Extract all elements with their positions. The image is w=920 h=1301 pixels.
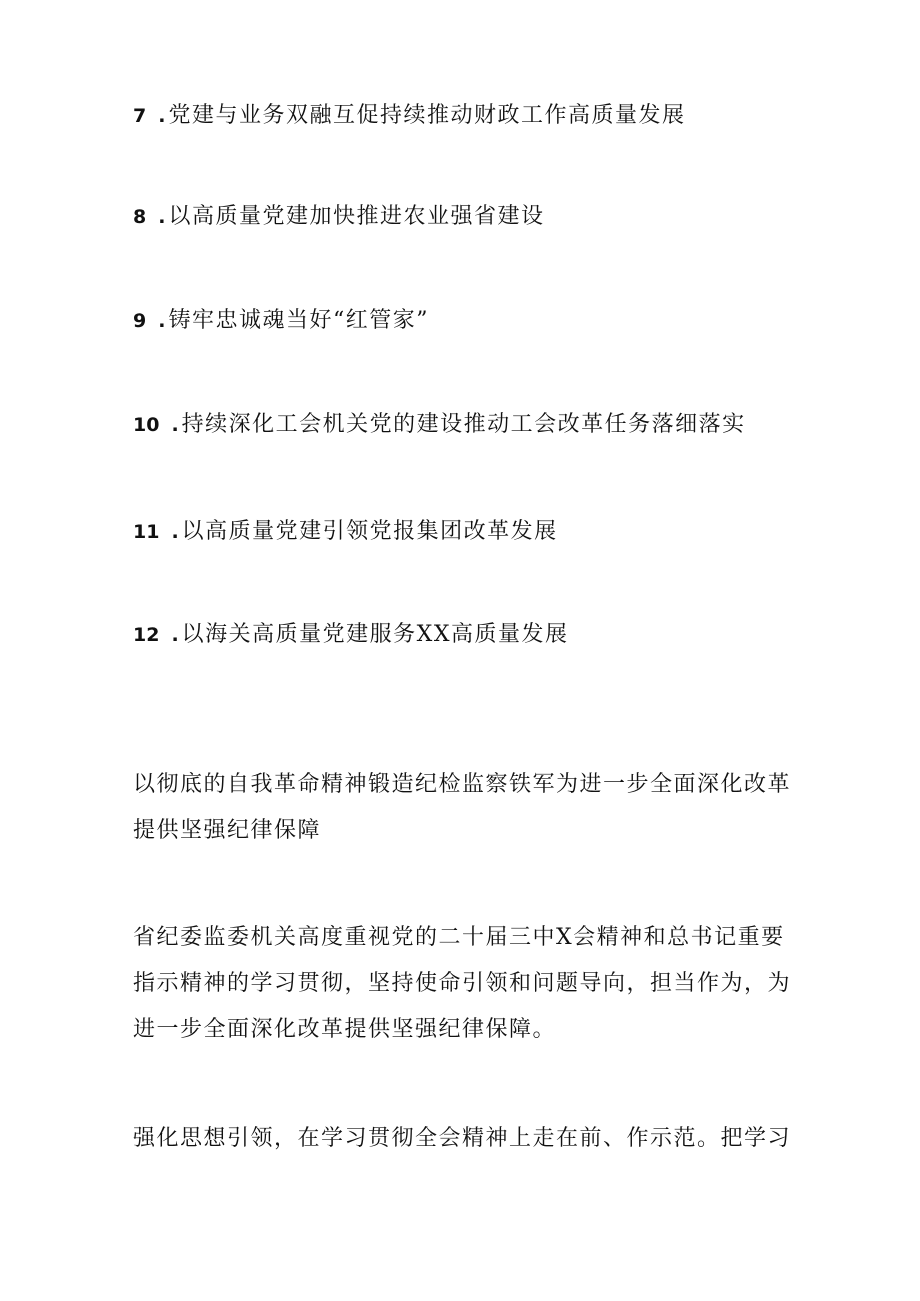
article-paragraph: 省纪委监委机关高度重视党的二十届三中X会精神和总书记重要指示精神的学习贯彻，坚持使命引领和问题导向，担当作为，为进一步全面深化改革提供坚强纪律保障。 xyxy=(133,925,792,1042)
toc-text: 持续深化工会机关党的建设推动工会改革任务落细落实 xyxy=(181,412,746,437)
toc-number: 7 xyxy=(133,105,147,127)
toc-number: 11 xyxy=(133,521,160,543)
toc-item-8 xyxy=(133,202,544,232)
toc-item-7 xyxy=(133,101,685,131)
toc-text: 以高质量党建加快推进农业强省建设 xyxy=(168,204,545,229)
toc-number: 10 xyxy=(133,414,160,436)
toc-item-12 xyxy=(133,620,569,650)
toc-text: 以高质量党建引领党报集团改革发展 xyxy=(181,519,558,544)
toc-separator: . xyxy=(171,624,179,646)
toc-number: 9 xyxy=(133,310,147,332)
article-title: 以彻底的自我革命精神锻造纪检监察铁军为进一步全面深化改革提供坚强纪律保障 xyxy=(133,772,792,843)
toc-separator: . xyxy=(158,105,166,127)
article-paragraph: 强化思想引领，在学习贯彻全会精神上走在前、作示范。把学习 xyxy=(133,1126,792,1151)
toc-separator: . xyxy=(171,521,179,543)
toc-text: 铸牢忠诚魂当好“红管家” xyxy=(168,308,429,333)
toc-separator: . xyxy=(171,414,179,436)
toc-number: 8 xyxy=(133,206,147,228)
toc-number: 12 xyxy=(133,624,160,646)
toc-item-9 xyxy=(133,306,429,336)
toc-separator: . xyxy=(158,206,166,228)
toc-item-10 xyxy=(133,410,746,440)
toc-text: 党建与业务双融互促持续推动财政工作高质量发展 xyxy=(168,103,686,128)
toc-text: 以海关高质量党建服务XX高质量发展 xyxy=(181,622,569,647)
toc-separator: . xyxy=(158,310,166,332)
toc-item-11 xyxy=(133,517,558,547)
